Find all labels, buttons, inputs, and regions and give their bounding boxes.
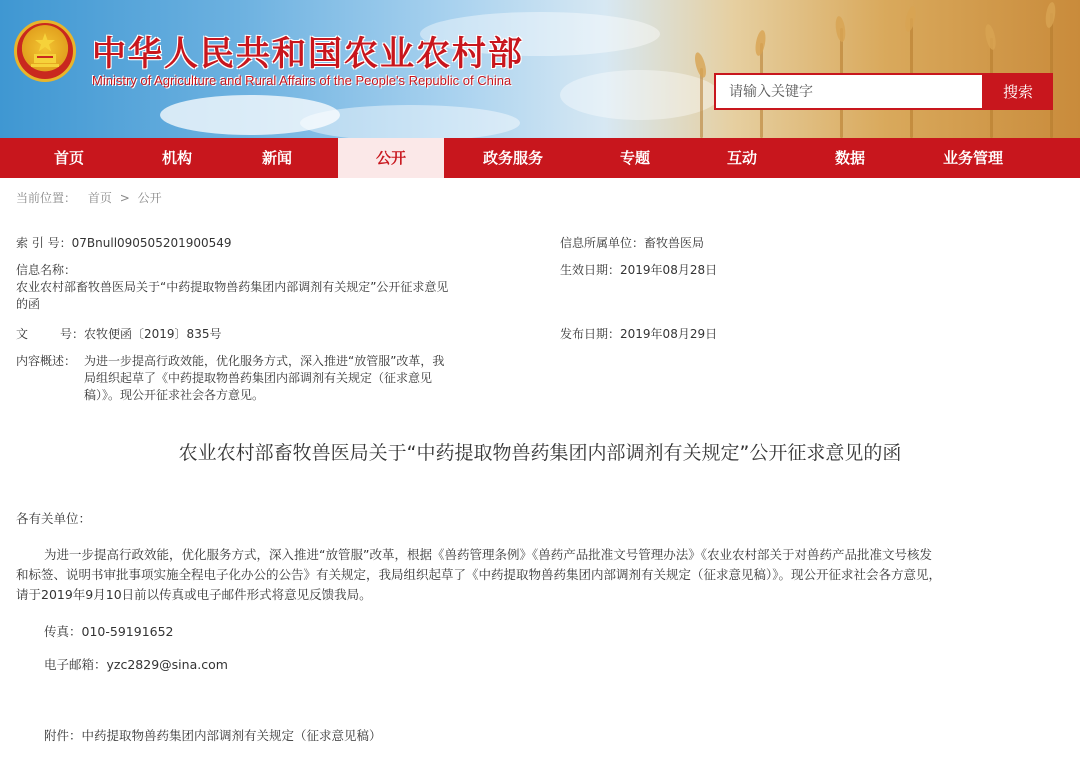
article-body — [16, 545, 1066, 605]
wheat-decoration — [834, 16, 847, 43]
meta-doc-number — [16, 326, 221, 343]
nav-item-home[interactable]: 首页 — [53, 149, 84, 167]
article-email-value: yzc2829@sina.com — [106, 657, 228, 672]
meta-unit-value: 畜牧兽医局 — [644, 236, 705, 250]
meta-effective-label: 生效日期： — [560, 263, 621, 277]
search-input[interactable] — [714, 73, 984, 110]
wheat-decoration — [1044, 2, 1057, 29]
nav-item-news[interactable]: 新闻 — [261, 149, 292, 167]
article-title: 农业农村部畜牧兽医局关于“中药提取物兽药集团内部调剂有关规定”公开征求意见的函 — [178, 442, 902, 464]
meta-summary-line2: 局组织起草了《中药提取物兽药集团内部调剂有关规定（征求意见 — [84, 371, 433, 385]
article-fax — [44, 622, 174, 642]
nav-item-disclosure[interactable]: 公开 — [338, 138, 444, 178]
wheat-decoration — [693, 51, 708, 78]
meta-publish-date — [560, 326, 717, 343]
article-email-label: 电子邮箱： — [44, 657, 107, 672]
meta-index-value: 07Bnull090505201900549 — [71, 236, 232, 250]
wheat-decoration — [983, 23, 997, 50]
article-body-line2: 和标签、说明书审批事项实施全程电子化办公的公告》有关规定，我局组织起草了《中药提取物兽药集团内部调剂有关规定（征求意见稿）》。现公开征求社会各方意见， — [16, 567, 942, 582]
article-body-line1: 为进一步提高行政效能，优化服务方式，深入推进“放管服”改革，根据《兽药管理条例》《兽药产品批准文号管理办法》《农业农村部关于对兽药产品批准文号核发 — [44, 547, 932, 562]
breadcrumb-separator: > — [119, 191, 130, 205]
meta-summary-line3: 稿）》。现公开征求社会各方意见。 — [84, 388, 265, 402]
nav-item-government-services[interactable]: 政务服务 — [482, 149, 543, 167]
cloud-decoration — [300, 105, 520, 138]
meta-summary-label: 内容概述： — [16, 354, 77, 368]
breadcrumb — [16, 189, 162, 206]
wheat-decoration — [754, 29, 767, 56]
article-attachment — [44, 726, 382, 746]
meta-name — [16, 262, 448, 313]
breadcrumb-link-home[interactable]: 首页 — [87, 191, 112, 205]
meta-name-label: 信息名称： — [16, 263, 77, 277]
article-salutation: 各有关单位： — [16, 511, 92, 526]
meta-name-value-line1: 农业农村部畜牧兽医局关于“中药提取物兽药集团内部调剂有关规定”公开征求意见 — [16, 280, 449, 294]
meta-unit-label: 信息所属单位： — [560, 236, 645, 250]
article-attachment-label: 附件： — [44, 728, 82, 743]
article-body-line3: 请于2019年9月10日前以传真或电子邮件形式将意见反馈我局。 — [16, 587, 372, 602]
wheat-decoration — [903, 5, 917, 32]
meta-publish-value: 2019年08月29日 — [620, 327, 718, 341]
main-nav — [0, 138, 1080, 178]
nav-item-interaction[interactable]: 互动 — [726, 149, 757, 167]
cloud-decoration — [560, 70, 720, 120]
wheat-decoration — [700, 68, 703, 138]
article-fax-label: 传真： — [44, 624, 82, 639]
site-title[interactable]: 中华人民共和国农业农村部 — [92, 34, 524, 74]
meta-index — [16, 235, 232, 252]
meta-name-value-line2: 的函 — [16, 297, 41, 311]
meta-doc-label-a: 文 — [16, 327, 29, 341]
meta-unit — [560, 235, 704, 252]
breadcrumb-prefix: 当前位置： — [16, 191, 77, 205]
search-button[interactable]: 搜索 — [983, 73, 1053, 110]
meta-publish-label: 发布日期： — [560, 327, 621, 341]
meta-effective-value: 2019年08月28日 — [620, 263, 718, 277]
meta-summary — [16, 353, 444, 404]
national-emblem-icon[interactable] — [14, 20, 76, 82]
article-email — [44, 655, 228, 675]
nav-item-organization[interactable]: 机构 — [161, 149, 192, 167]
breadcrumb-link-disclosure[interactable]: 公开 — [137, 191, 162, 205]
meta-doc-value: 农牧便函〔2019〕835号 — [84, 327, 222, 341]
header-banner — [0, 0, 1080, 138]
article-attachment-link[interactable]: 中药提取物兽药集团内部调剂有关规定（征求意见稿） — [81, 728, 382, 743]
article-fax-value: 010-59191652 — [81, 624, 174, 639]
site-subtitle: Ministry of Agriculture and Rural Affairs of the People's Republic of China — [92, 73, 512, 88]
meta-effective-date — [560, 262, 717, 279]
meta-doc-label-b: 号： — [60, 327, 85, 341]
nav-item-business-management[interactable]: 业务管理 — [942, 149, 1003, 167]
meta-index-label: 索 引 号： — [16, 236, 72, 250]
nav-item-data[interactable]: 数据 — [834, 149, 865, 167]
meta-summary-line1: 为进一步提高行政效能，优化服务方式，深入推进“放管服”改革，我 — [84, 354, 445, 368]
nav-item-topics[interactable]: 专题 — [619, 149, 650, 167]
